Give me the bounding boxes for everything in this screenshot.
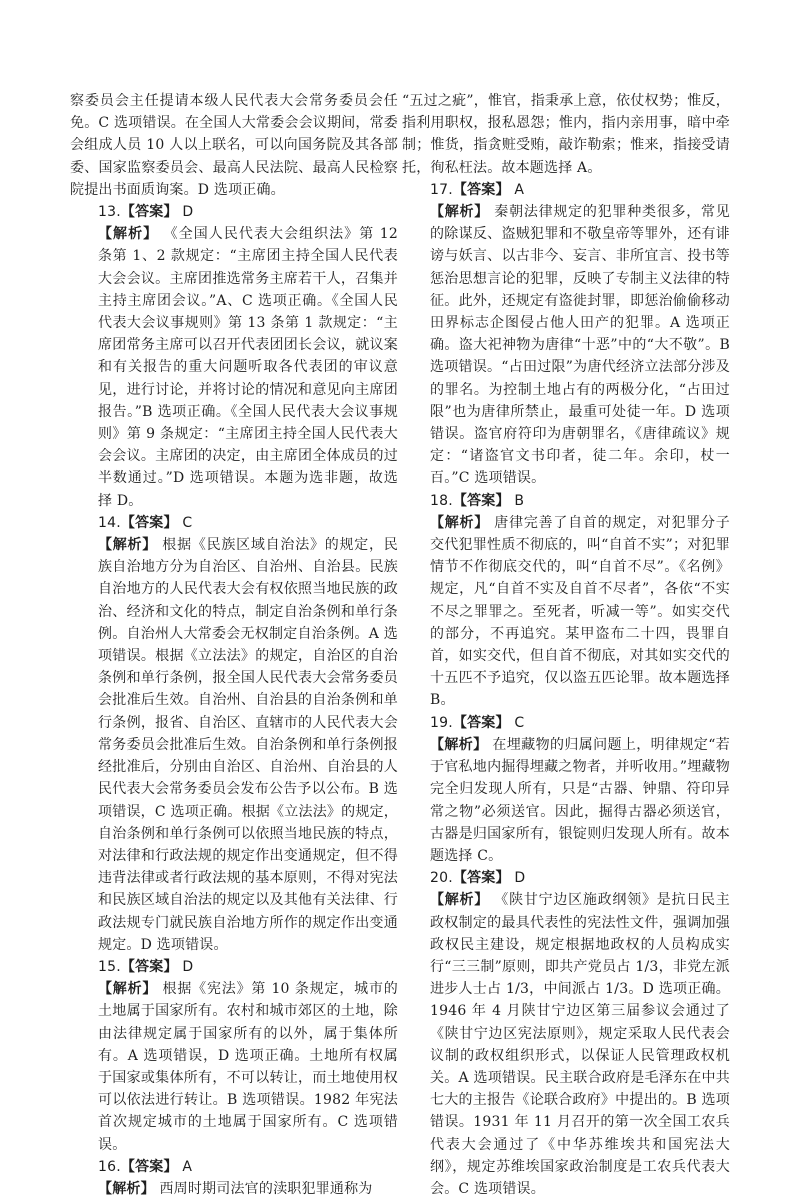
answer-letter: D: [514, 870, 526, 887]
q17-explanation: [402, 201, 730, 490]
q19-explanation: [402, 734, 730, 867]
explanation-label: 【解析】: [98, 1180, 155, 1197]
q15-explanation: [70, 978, 398, 1156]
explanation-label: 【解析】: [98, 226, 159, 243]
explanation-text: 根据《民族区域自治法》的规定，民族自治地方分为自治区、自治州、自治县。民族自治地方的人民代表大会有权依照当地民族的政治、经济和文化的特点，制定自治条例和单行条例。自治州人大常委会无权制定自治条例。A 选项错误。根据《立法法》的规定，自治区的自治条例和单行条例，报全国人民代表大会常务委员会批准后生效。自治州、自治县的自治条例和单行条例，报省、自治区、直辖市的人民代表大会常务委员会批准后生效。自治条例和单行条例报经批准后，分别由自治区、自治州、自治县的人民代表大会常务委员会发布公告予以公布。B 选项错误，C 选项正确。根据《立法法》的规定，自治条例和单行条例可以依照当地民族的特点，对法律和行政法规的规定作出变通规定，但不得违背法律或者行政法规的基本原则，不得对宪法和民族区域自治法的规定以及其他有关法律、行政法规专门就民族自治地方所作的规定作出变通规定。D 选项错误。: [98, 537, 398, 953]
answer-letter: C: [182, 514, 193, 531]
explanation-text: 唐律完善了自首的规定，对犯罪分子交代犯罪性质不彻底的，叫“自首不实”；对犯罪情节不作彻底交代的，叫“自首不尽”。《名例》规定，凡“自首不实及自首不尽者”，各依“不实不尽之罪罪之。至死者，听减一等”。如实交代的部分，不再追究。某甲盗布二十四，畏罪自首，如实交代，但自首不彻底，对其如实交代的十五匹不予追究，仅以盗五匹论罪。故本题选择 B。: [430, 514, 730, 709]
explanation-label: 【解析】: [98, 981, 158, 998]
explanation-label: 【解析】: [430, 204, 490, 221]
question-number: 13.: [98, 204, 121, 221]
q20-answer-line: [402, 867, 730, 889]
explanation-label: 【解析】: [430, 736, 488, 753]
q14-explanation: [70, 534, 398, 956]
question-number: 14.: [98, 514, 121, 531]
answer-letter: D: [182, 958, 194, 975]
q20-explanation: [402, 889, 730, 1200]
answer-label: 【答案】: [120, 514, 178, 531]
question-number: 17.: [430, 181, 453, 198]
answer-label: 【答案】: [452, 870, 510, 887]
question-number: 20.: [430, 870, 453, 887]
q19-answer-line: [402, 712, 730, 734]
explanation-text: 《陕甘宁边区施政纲领》是抗日民主政权制定的最具代表性的宪法性文件，强调加强政权民主建设，规定根据地政权的人员构成实行“三三制”原则，即共产党员占 1/3，非党左派进步人士占 1/3，中间派占 1/3。D 选项正确。1946 年 4 月陕甘宁边区第三届参议会通过了《陕甘宁边区宪法原则》，规定采取人民代表会议制的政权组织形式，以保证人民管理政权机关。A 选项错误。民主联合政府是毛泽东在中共七大的主报告《论联合政府》中提出的。B 选项错误。1931 年 11 月召开的第一次全国工农兵代表大会通过了《中华苏维埃共和国宪法大纲》，规定苏维埃国家政治制度是工农兵代表大会。C 选项错误。: [430, 892, 730, 1197]
q12-continuation: 察委员会主任提请本级人民代表大会常务委员会任免。C 选项错误。在全国人大常委会会议期间，常委会组成人员 10 人以上联名，可以向国务院及其各部委、国家监察委员会、最高人民法院、最高人民检察院提出书面质询案。D 选项正确。: [70, 93, 398, 198]
q13-answer-line: [70, 201, 398, 223]
q18-answer-line: [402, 490, 730, 512]
right-column: [402, 90, 730, 1200]
answer-letter: B: [514, 492, 525, 509]
q16-continuation: “五过之疵”，惟官，指秉承上意，依仗权势；惟反，指利用职权，报私恩怨；惟内，指内亲用事，暗中牵制；惟货，指贪赃受贿，敲诈勒索；惟来，指接受请托，徇私枉法。故本题选择 A。: [402, 93, 730, 176]
q17-answer-line: [402, 179, 730, 201]
answer-letter: A: [514, 181, 525, 198]
answer-letter: A: [182, 1158, 193, 1175]
q13-explanation: [70, 223, 398, 512]
explanation-text: 秦朝法律规定的犯罪种类很多，常见的除谋反、盗贼犯罪和不敬皇帝等罪外，还有诽谤与妖言、以古非今、妄言、非所宜言、投书等惩治思想言论的犯罪，反映了专制主义法律的特征。此外，还规定有盗徙封罪，即惩治偷偷移动田界标志企图侵占他人田产的犯罪。A 选项正确。盗大祀神物为唐律“十恶”中的“大不敬”。B 选项错误。“占田过限”为唐代经济立法部分涉及的罪名。为控制土地占有的两极分化，“占田过限”也为唐律所禁止，最重可处徒一年。D 选项错误。盗官府符印为唐朝罪名，《唐律疏议》规定：“诸盗官文书印者，徒二年。余印，杖一百。”C 选项错误。: [430, 204, 730, 487]
left-column: [70, 90, 398, 1200]
explanation-label: 【解析】: [430, 892, 490, 909]
answer-label: 【答案】: [452, 714, 510, 731]
question-number: 16.: [98, 1158, 121, 1175]
explanation-label: 【解析】: [430, 514, 490, 531]
q14-answer-line: [70, 512, 398, 534]
question-number: 19.: [430, 714, 453, 731]
explanation-text: 根据《宪法》第 10 条规定，城市的土地属于国家所有。农村和城市郊区的土地，除由法律规定属于国家所有的以外，属于集体所有。A 选项错误，D 选项正确。土地所有权属于国家或集体所有，不可以转让，而土地使用权可以依法进行转让。B 选项错误。1982 年宪法首次规定城市的土地属于国家所有。C 选项错误。: [98, 981, 398, 1153]
answer-label: 【答案】: [120, 958, 178, 975]
answer-label: 【答案】: [452, 492, 510, 509]
q16-answer-line: [70, 1156, 398, 1178]
q15-answer-line: [70, 956, 398, 978]
explanation-text: 西周时期司法官的渎职犯罪通称为: [159, 1180, 373, 1197]
q16-explanation: [70, 1178, 398, 1200]
explanation-text: 在埋藏物的归属问题上，明律规定“若于官私地内掘得埋藏之物者，并听收用。”埋藏物完全归发现人所有，只是“古器、钟鼎、符印异常之物”必须送官。因此，掘得古器必须送官，古器是归国家所有，银锭则归发现人所有。故本题选择 C。: [430, 736, 730, 864]
question-number: 18.: [430, 492, 453, 509]
question-number: 15.: [98, 958, 121, 975]
answer-letter: D: [182, 204, 194, 221]
explanation-label: 【解析】: [98, 537, 158, 554]
answer-label: 【答案】: [120, 204, 178, 221]
explanation-text: 《全国人民代表大会组织法》第 12 条第 1、2 款规定：“主席团主持全国人民代表大会会议。主席团推选常务主席若干人，召集并主持主席团会议。”A、C 选项正确。《全国人民代表大会议事规则》第 13 条第 1 款规定：“主席团常务主席可以召开代表团团长会议，就议案和有关报告的重大问题听取各代表团的审议意见，进行讨论，并将讨论的情况和意见向主席团报告。”B 选项正确。《全国人民代表大会议事规则》第 9 条规定：“主席团主持全国人民代表大会会议。主席团的决定，由主席团全体成员的过半数通过。”D 选项错误。本题为选非题，故选择 D。: [98, 226, 398, 509]
answer-label: 【答案】: [120, 1158, 178, 1175]
answer-label: 【答案】: [452, 181, 510, 198]
answer-letter: C: [514, 714, 525, 731]
q18-explanation: [402, 512, 730, 712]
